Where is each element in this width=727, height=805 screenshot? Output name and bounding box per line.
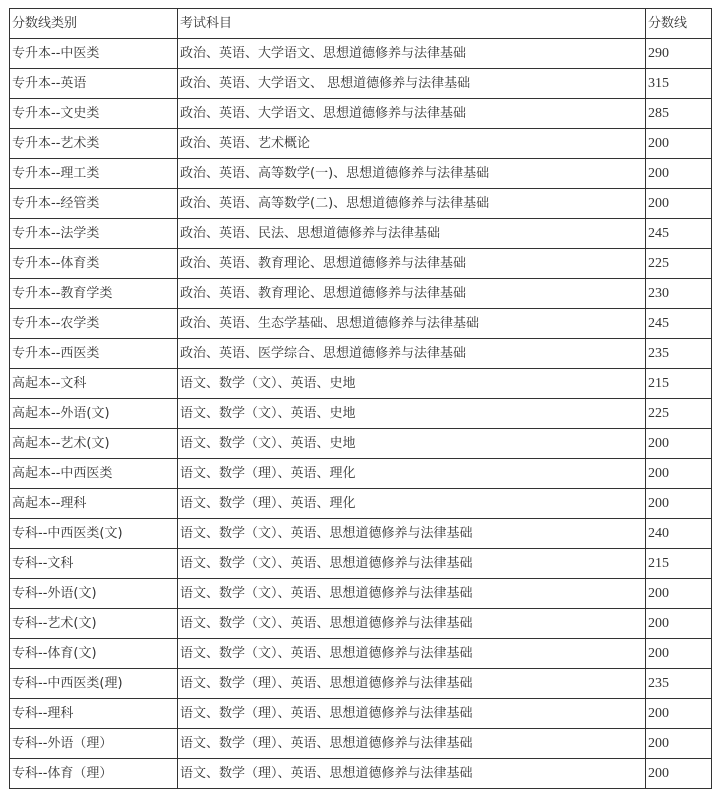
score-cell: 200 (646, 639, 712, 669)
category-cell: 专升本--农学类 (10, 309, 178, 339)
subjects-cell: 政治、英语、大学语文、思想道德修养与法律基础 (178, 99, 646, 129)
table-row (10, 699, 712, 729)
table-row (10, 249, 712, 279)
table-row (10, 759, 712, 789)
score-cell: 315 (646, 69, 712, 99)
score-cell: 200 (646, 579, 712, 609)
category-cell: 专升本--文史类 (10, 99, 178, 129)
subjects-cell: 政治、英语、民法、思想道德修养与法律基础 (178, 219, 646, 249)
table-row (10, 429, 712, 459)
category-cell: 专升本--法学类 (10, 219, 178, 249)
score-cell: 235 (646, 339, 712, 369)
subjects-cell: 语文、数学（文）、英语、史地 (178, 399, 646, 429)
score-cell: 200 (646, 189, 712, 219)
table-row (10, 519, 712, 549)
category-cell: 专科--体育（理） (10, 759, 178, 789)
subjects-cell: 语文、数学（文）、英语、思想道德修养与法律基础 (178, 639, 646, 669)
table-row (10, 639, 712, 669)
table-row (10, 669, 712, 699)
subjects-cell: 政治、英语、教育理论、思想道德修养与法律基础 (178, 249, 646, 279)
category-cell: 专科--文科 (10, 549, 178, 579)
score-cell: 200 (646, 729, 712, 759)
score-cell: 215 (646, 549, 712, 579)
subjects-cell: 语文、数学（理）、英语、思想道德修养与法律基础 (178, 729, 646, 759)
category-cell: 高起本--文科 (10, 369, 178, 399)
score-cell: 200 (646, 159, 712, 189)
table-row (10, 549, 712, 579)
subjects-cell: 政治、英语、高等数学(二)、思想道德修养与法律基础 (178, 189, 646, 219)
table-row (10, 189, 712, 219)
score-cell: 200 (646, 699, 712, 729)
subjects-cell: 语文、数学（理）、英语、思想道德修养与法律基础 (178, 699, 646, 729)
category-cell: 高起本--外语(文) (10, 399, 178, 429)
subjects-cell: 政治、英语、医学综合、思想道德修养与法律基础 (178, 339, 646, 369)
table-row (10, 159, 712, 189)
table-row (10, 279, 712, 309)
category-cell: 专科--中西医类(文) (10, 519, 178, 549)
category-cell: 专科--艺术(文) (10, 609, 178, 639)
category-cell: 专升本--理工类 (10, 159, 178, 189)
subjects-cell: 语文、数学（文）、英语、思想道德修养与法律基础 (178, 519, 646, 549)
table-row (10, 219, 712, 249)
score-cell: 200 (646, 129, 712, 159)
subjects-cell: 政治、英语、大学语文、 思想道德修养与法律基础 (178, 69, 646, 99)
category-cell: 专升本--体育类 (10, 249, 178, 279)
table-row (10, 729, 712, 759)
table-row (10, 339, 712, 369)
subjects-cell: 政治、英语、教育理论、思想道德修养与法律基础 (178, 279, 646, 309)
table-row (10, 579, 712, 609)
score-cell: 240 (646, 519, 712, 549)
category-cell: 专升本--英语 (10, 69, 178, 99)
category-cell: 专科--外语（理） (10, 729, 178, 759)
table-row (10, 309, 712, 339)
category-cell: 专科--中西医类(理) (10, 669, 178, 699)
score-cell: 245 (646, 219, 712, 249)
score-cell: 200 (646, 459, 712, 489)
score-cell: 290 (646, 39, 712, 69)
subjects-cell: 语文、数学（理）、英语、思想道德修养与法律基础 (178, 759, 646, 789)
score-cell: 285 (646, 99, 712, 129)
subjects-cell: 语文、数学（文）、英语、思想道德修养与法律基础 (178, 579, 646, 609)
table-row (10, 99, 712, 129)
score-cell: 225 (646, 249, 712, 279)
category-cell: 高起本--理科 (10, 489, 178, 519)
score-table-container (9, 8, 712, 789)
score-cell: 200 (646, 759, 712, 789)
table-row (10, 69, 712, 99)
table-body (10, 39, 712, 789)
category-cell: 高起本--艺术(文) (10, 429, 178, 459)
category-cell: 专科--理科 (10, 699, 178, 729)
score-cell: 230 (646, 279, 712, 309)
category-cell: 专升本--西医类 (10, 339, 178, 369)
header-row (10, 9, 712, 39)
category-cell: 高起本--中西医类 (10, 459, 178, 489)
subjects-cell: 语文、数学（理）、英语、理化 (178, 459, 646, 489)
category-cell: 专科--体育(文) (10, 639, 178, 669)
subjects-cell: 政治、英语、大学语文、思想道德修养与法律基础 (178, 39, 646, 69)
category-cell: 专升本--中医类 (10, 39, 178, 69)
score-cell: 200 (646, 609, 712, 639)
score-cell: 235 (646, 669, 712, 699)
table-row (10, 39, 712, 69)
table-row (10, 489, 712, 519)
subjects-cell: 语文、数学（文）、英语、史地 (178, 369, 646, 399)
score-cell: 245 (646, 309, 712, 339)
header-score: 分数线 (646, 9, 712, 39)
category-cell: 专科--外语(文) (10, 579, 178, 609)
subjects-cell: 政治、英语、高等数学(一)、思想道德修养与法律基础 (178, 159, 646, 189)
score-cell: 200 (646, 489, 712, 519)
score-cell: 200 (646, 429, 712, 459)
table-row (10, 369, 712, 399)
subjects-cell: 语文、数学（文）、英语、思想道德修养与法律基础 (178, 609, 646, 639)
subjects-cell: 语文、数学（理）、英语、思想道德修养与法律基础 (178, 669, 646, 699)
score-cell: 225 (646, 399, 712, 429)
table-row (10, 129, 712, 159)
subjects-cell: 政治、英语、艺术概论 (178, 129, 646, 159)
header-subjects: 考试科目 (178, 9, 646, 39)
subjects-cell: 语文、数学（文）、英语、史地 (178, 429, 646, 459)
subjects-cell: 语文、数学（文）、英语、思想道德修养与法律基础 (178, 549, 646, 579)
table-row (10, 399, 712, 429)
table-row (10, 459, 712, 489)
subjects-cell: 语文、数学（理）、英语、理化 (178, 489, 646, 519)
category-cell: 专升本--艺术类 (10, 129, 178, 159)
score-cell: 215 (646, 369, 712, 399)
category-cell: 专升本--教育学类 (10, 279, 178, 309)
subjects-cell: 政治、英语、生态学基础、思想道德修养与法律基础 (178, 309, 646, 339)
score-table (9, 8, 712, 789)
table-row (10, 609, 712, 639)
category-cell: 专升本--经管类 (10, 189, 178, 219)
header-category: 分数线类别 (10, 9, 178, 39)
